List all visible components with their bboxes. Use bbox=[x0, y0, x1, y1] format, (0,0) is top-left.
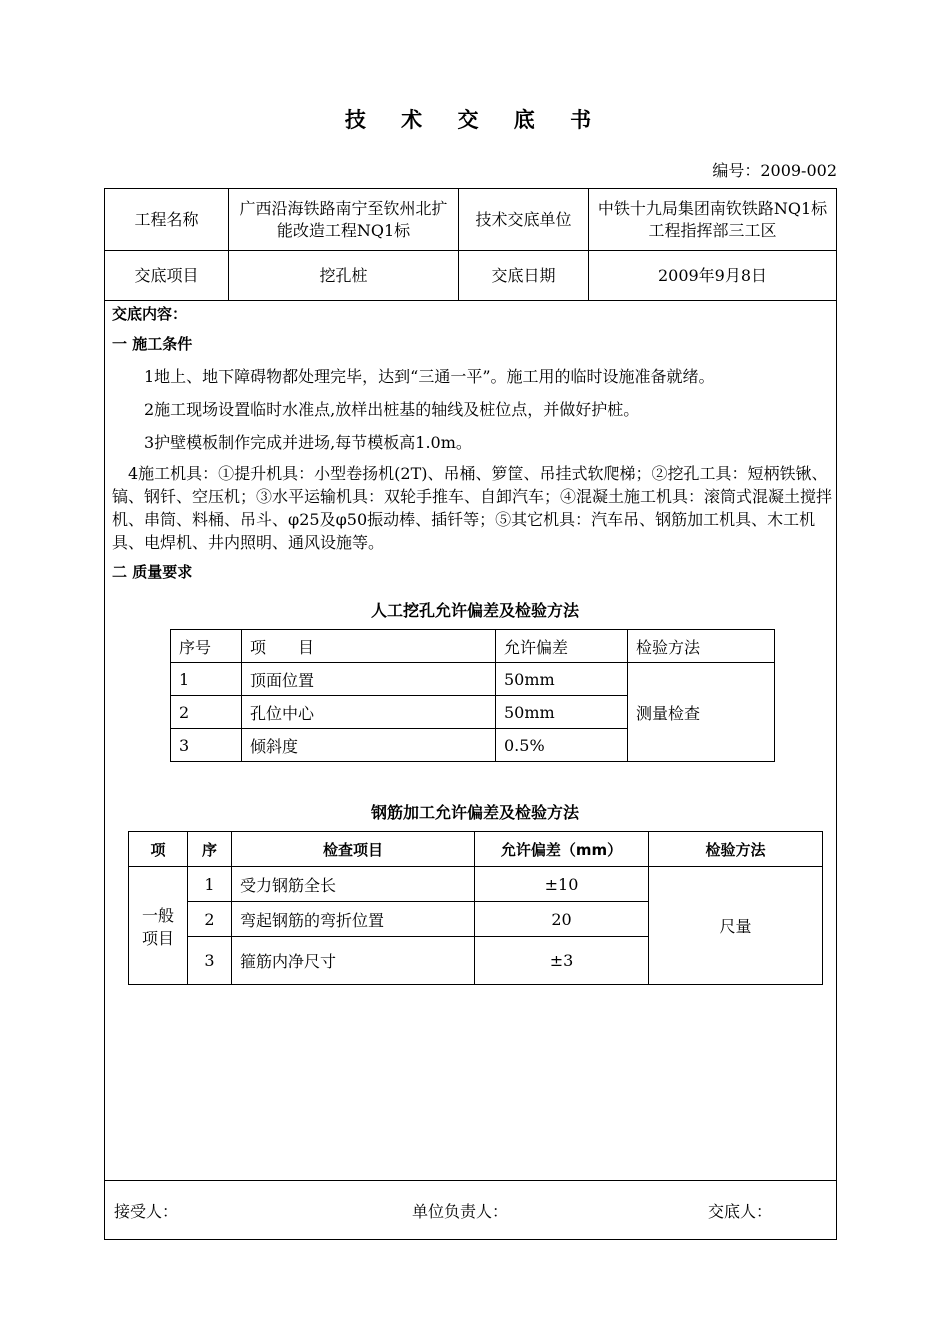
table2-cell: 箍筋内净尺寸 bbox=[232, 937, 475, 985]
table1-caption: 人工挖孔允许偏差及检验方法 bbox=[370, 601, 579, 620]
table2-header: 项 bbox=[129, 832, 188, 867]
table2-header: 序 bbox=[188, 832, 232, 867]
table2-caption: 钢筋加工允许偏差及检验方法 bbox=[370, 803, 579, 822]
table2-cell: 弯起钢筋的弯折位置 bbox=[232, 902, 475, 937]
table2-header: 检查项目 bbox=[232, 832, 475, 867]
table1-cell: 倾斜度 bbox=[242, 729, 496, 762]
item-label: 交底项目 bbox=[105, 251, 229, 301]
table1-cell: 1 bbox=[171, 663, 242, 696]
table2-header: 允许偏差（mm） bbox=[475, 832, 649, 867]
paragraph-2: 2施工现场设置临时水准点,放样出桩基的轴线及桩位点，并做好护桩。 bbox=[144, 400, 640, 419]
project-name-label: 工程名称 bbox=[105, 189, 229, 251]
receiver-label: 接受人： bbox=[114, 1202, 179, 1221]
paragraph-1: 1地上、地下障碍物都处理完毕，达到“三通一平”。施工用的临时设施准备就绪。 bbox=[144, 367, 715, 386]
unit-head-label: 单位负责人： bbox=[412, 1202, 509, 1221]
section-construction-conditions: 一 施工条件 bbox=[112, 335, 193, 353]
paragraph-4: 4施工机具：①提升机具：小型卷扬机(2T)、吊桶、箩筐、吊挂式软爬梯；②挖孔工具：短柄铁锹、镐、钢钎、空压机；③水平运输机具：双轮手推车、自卸汽车；④混凝土施工机具：滚筒式混凝土搅拌机、串筒、料桶、吊斗、φ25及φ50振动棒、插钎等；⑤其它机具：汽车吊、钢筋加工机具、木工机具、电焊机、井内照明、通风设施等。 bbox=[112, 464, 833, 552]
section-quality-requirements: 二 质量要求 bbox=[112, 563, 193, 581]
table1-header: 允许偏差 bbox=[496, 630, 628, 663]
table2 bbox=[128, 831, 823, 985]
date-label: 交底日期 bbox=[459, 251, 589, 301]
table2-cell: 3 bbox=[188, 937, 232, 985]
table2-method: 尺量 bbox=[649, 867, 823, 985]
table-row bbox=[129, 867, 823, 902]
table1-header: 项 目 bbox=[242, 630, 496, 663]
table1-header: 检验方法 bbox=[628, 630, 775, 663]
signature-divider bbox=[104, 1180, 837, 1181]
unit-label: 技术交底单位 bbox=[459, 189, 589, 251]
presenter-label: 交底人： bbox=[708, 1202, 773, 1221]
table2-cell: ±3 bbox=[475, 937, 649, 985]
document-number: 编号：2009-002 bbox=[712, 161, 837, 180]
table1-cell: 50mm bbox=[496, 663, 628, 696]
table1-cell: 0.5% bbox=[496, 729, 628, 762]
table1-cell: 3 bbox=[171, 729, 242, 762]
table1-method: 测量检查 bbox=[628, 663, 775, 762]
project-name-value: 广西沿海铁路南宁至钦州北扩能改造工程NQ1标 bbox=[229, 189, 459, 251]
table1-header: 序号 bbox=[171, 630, 242, 663]
table2-cell: 2 bbox=[188, 902, 232, 937]
table1 bbox=[170, 629, 775, 762]
table2-cell: 1 bbox=[188, 867, 232, 902]
table2-group: 一般项目 bbox=[129, 867, 188, 985]
table2-cell: ±10 bbox=[475, 867, 649, 902]
content-heading: 交底内容： bbox=[112, 305, 188, 323]
table2-cell: 受力钢筋全长 bbox=[232, 867, 475, 902]
document-title: 技 术 交 底 书 bbox=[344, 107, 606, 132]
table2-header: 检验方法 bbox=[649, 832, 823, 867]
date-value: 2009年9月8日 bbox=[589, 251, 837, 301]
paragraph-3: 3护壁模板制作完成并进场,每节模板高1.0m。 bbox=[144, 433, 472, 452]
header-table bbox=[104, 188, 837, 301]
unit-value: 中铁十九局集团南钦铁路NQ1标工程指挥部三工区 bbox=[589, 189, 837, 251]
table1-cell: 50mm bbox=[496, 696, 628, 729]
table1-cell: 孔位中心 bbox=[242, 696, 496, 729]
table1-cell: 顶面位置 bbox=[242, 663, 496, 696]
content-section bbox=[112, 303, 832, 582]
item-value: 挖孔桩 bbox=[229, 251, 459, 301]
table2-cell: 20 bbox=[475, 902, 649, 937]
table1-cell: 2 bbox=[171, 696, 242, 729]
table-row bbox=[171, 663, 775, 696]
